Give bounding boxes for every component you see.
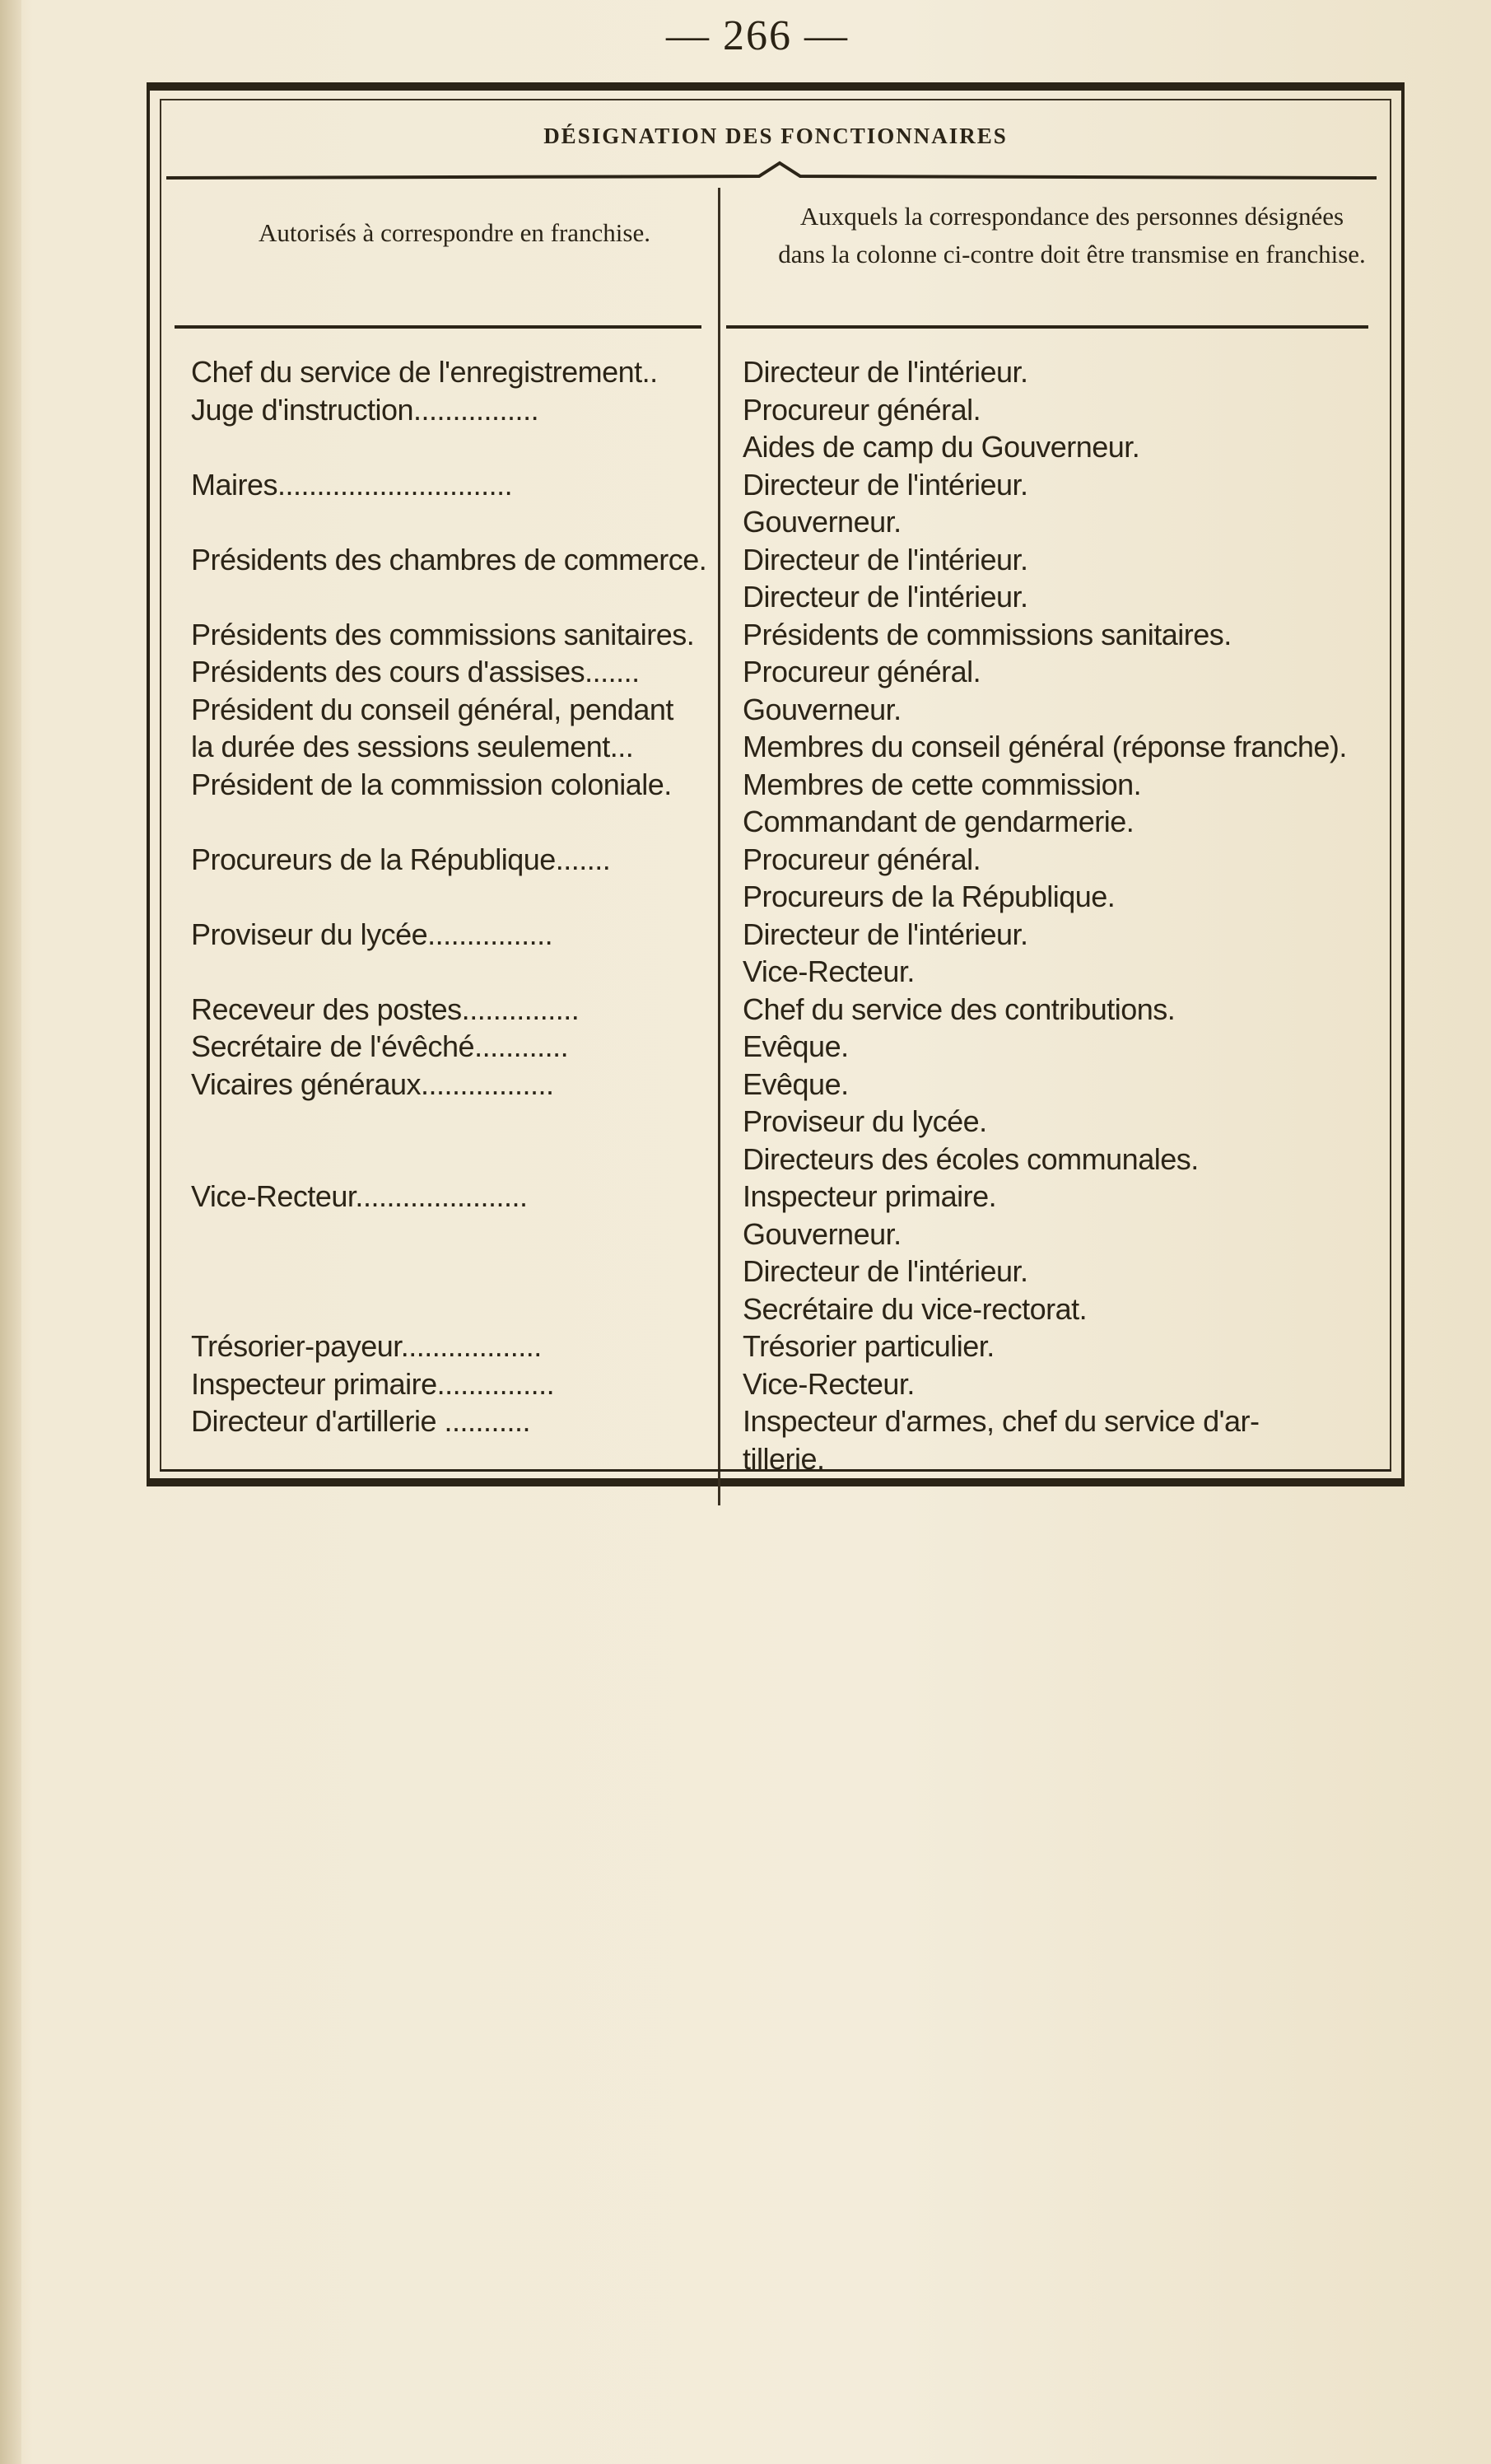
- table-frame: [147, 82, 1405, 1486]
- destinataire-cell: Directeur de l'intérieur.: [743, 542, 1028, 576]
- destinataire-cell: tillerie.: [743, 1441, 825, 1476]
- fonctionnaire-cell: Inspecteur primaire...............: [191, 1366, 555, 1401]
- destinataire-cell: Procureur général.: [743, 655, 981, 688]
- bottom-rule: [160, 1469, 1391, 1472]
- table-row: [175, 1178, 1385, 1215]
- table-row: [175, 542, 1385, 578]
- destinataire-cell: Directeur de l'intérieur.: [743, 1254, 1028, 1288]
- destinataire-cell: Evêque.: [743, 1066, 849, 1101]
- table-row: [175, 579, 1385, 615]
- table-row: [175, 1066, 1385, 1103]
- destinataire-cell: Aides de camp du Gouverneur.: [743, 430, 1140, 464]
- column-header-left: Autorisés à correspondre en franchise.: [258, 218, 650, 247]
- destinataire-cell: Secrétaire du vice-rectorat.: [743, 1291, 1088, 1326]
- destinataire-cell: Gouverneur.: [743, 1216, 902, 1251]
- table-row: [175, 1029, 1385, 1065]
- table-row: [175, 1104, 1385, 1140]
- destinataire-cell: Procureur général.: [743, 842, 981, 876]
- fonctionnaire-cell: Présidents des chambres de commerce.: [191, 542, 707, 576]
- destinataire-cell: Présidents de commissions sanitaires.: [743, 617, 1232, 651]
- table-row: [175, 729, 1385, 765]
- table-row: [175, 1253, 1385, 1290]
- table-title: DÉSIGNATION DES FONCTIONNAIRES: [543, 124, 1008, 148]
- fonctionnaire-cell: Secrétaire de l'évêché............: [191, 1029, 569, 1063]
- destinataire-cell: Commandant de gendarmerie.: [743, 805, 1135, 838]
- destinataire-cell: Gouverneur.: [743, 692, 902, 726]
- table-row: [175, 392, 1385, 428]
- binding-edge: [0, 0, 21, 2464]
- fonctionnaire-cell: Juge d'instruction................: [191, 392, 539, 427]
- table-row: [175, 767, 1385, 803]
- fonctionnaire-cell: Président du conseil général, pendant: [191, 692, 673, 726]
- fonctionnaire-cell: Vicaires généraux.................: [191, 1066, 554, 1101]
- destinataire-cell: Procureur général.: [743, 392, 981, 427]
- table-row: [175, 1141, 1385, 1178]
- destinataire-cell: Directeur de l'intérieur.: [743, 917, 1028, 951]
- destinataire-cell: Directeur de l'intérieur.: [743, 467, 1028, 502]
- table-row: [175, 804, 1385, 840]
- destinataire-cell: Vice-Recteur.: [743, 954, 915, 988]
- fonctionnaire-cell: Présidents des commissions sanitaires.: [191, 617, 695, 651]
- header-rule-right: [726, 325, 1368, 329]
- destinataire-cell: Membres de cette commission.: [743, 767, 1142, 801]
- destinataire-cell: Gouverneur.: [743, 505, 902, 539]
- table-row: [175, 954, 1385, 990]
- destinataire-cell: Directeurs des écoles communales.: [743, 1141, 1199, 1176]
- header-rule-left: [175, 325, 701, 329]
- table-row: [175, 917, 1385, 953]
- table-row: [175, 504, 1385, 540]
- table-row: [175, 692, 1385, 728]
- destinataire-cell: Directeur de l'intérieur.: [743, 580, 1028, 614]
- destinataire-cell: Inspecteur d'armes, chef du service d'ar-: [743, 1404, 1260, 1438]
- destinataire-cell: Proviseur du lycée.: [743, 1104, 987, 1138]
- fonctionnaire-cell: Receveur des postes...............: [191, 992, 580, 1026]
- fonctionnaire-cell: Proviseur du lycée................: [191, 917, 553, 951]
- fonctionnaire-cell: Présidents des cours d'assises.......: [191, 655, 640, 688]
- destinataire-cell: Directeur de l'intérieur.: [743, 355, 1028, 389]
- fonctionnaire-cell: Vice-Recteur......................: [191, 1179, 528, 1213]
- table-row: [175, 429, 1385, 465]
- destinataire-cell: Membres du conseil général (réponse franche).: [743, 730, 1347, 763]
- table-row: [175, 1291, 1385, 1328]
- destinataire-cell: Trésorier particulier.: [743, 1329, 995, 1363]
- table-row: [175, 467, 1385, 503]
- destinataire-cell: Inspecteur primaire.: [743, 1179, 997, 1213]
- table-row: [175, 1328, 1385, 1365]
- table-row: [175, 1403, 1385, 1440]
- page-number: — 266 —: [666, 12, 849, 59]
- destinataire-cell: Procureurs de la République.: [743, 880, 1116, 913]
- table-row: [175, 1366, 1385, 1402]
- table-row: [175, 354, 1385, 390]
- destinataire-cell: Vice-Recteur.: [743, 1366, 915, 1401]
- table-row: [175, 842, 1385, 878]
- column-header-right: Auxquels la correspondance des personnes désignées dans la colonne ci-contre doit être transmise en franchise.: [778, 202, 1366, 268]
- table-row: [175, 1216, 1385, 1253]
- destinataire-cell: Evêque.: [743, 1029, 849, 1063]
- table-row: [175, 992, 1385, 1028]
- table-row: [175, 654, 1385, 690]
- fonctionnaire-cell: Trésorier-payeur..................: [191, 1329, 542, 1363]
- fonctionnaire-cell: Chef du service de l'enregistrement..: [191, 355, 658, 389]
- fonctionnaire-cell: Procureurs de la République.......: [191, 842, 611, 876]
- destinataire-cell: Chef du service des contributions.: [743, 992, 1176, 1026]
- fonctionnaire-cell: Directeur d'artillerie ...........: [191, 1404, 530, 1438]
- table-row: [175, 617, 1385, 653]
- title-brace-rule: [166, 158, 1377, 183]
- table-row: [175, 879, 1385, 915]
- fonctionnaire-cell: Président de la commission coloniale.: [191, 767, 672, 801]
- fonctionnaire-cell: la durée des sessions seulement...: [191, 730, 634, 763]
- fonctionnaire-cell: Maires..............................: [191, 467, 513, 502]
